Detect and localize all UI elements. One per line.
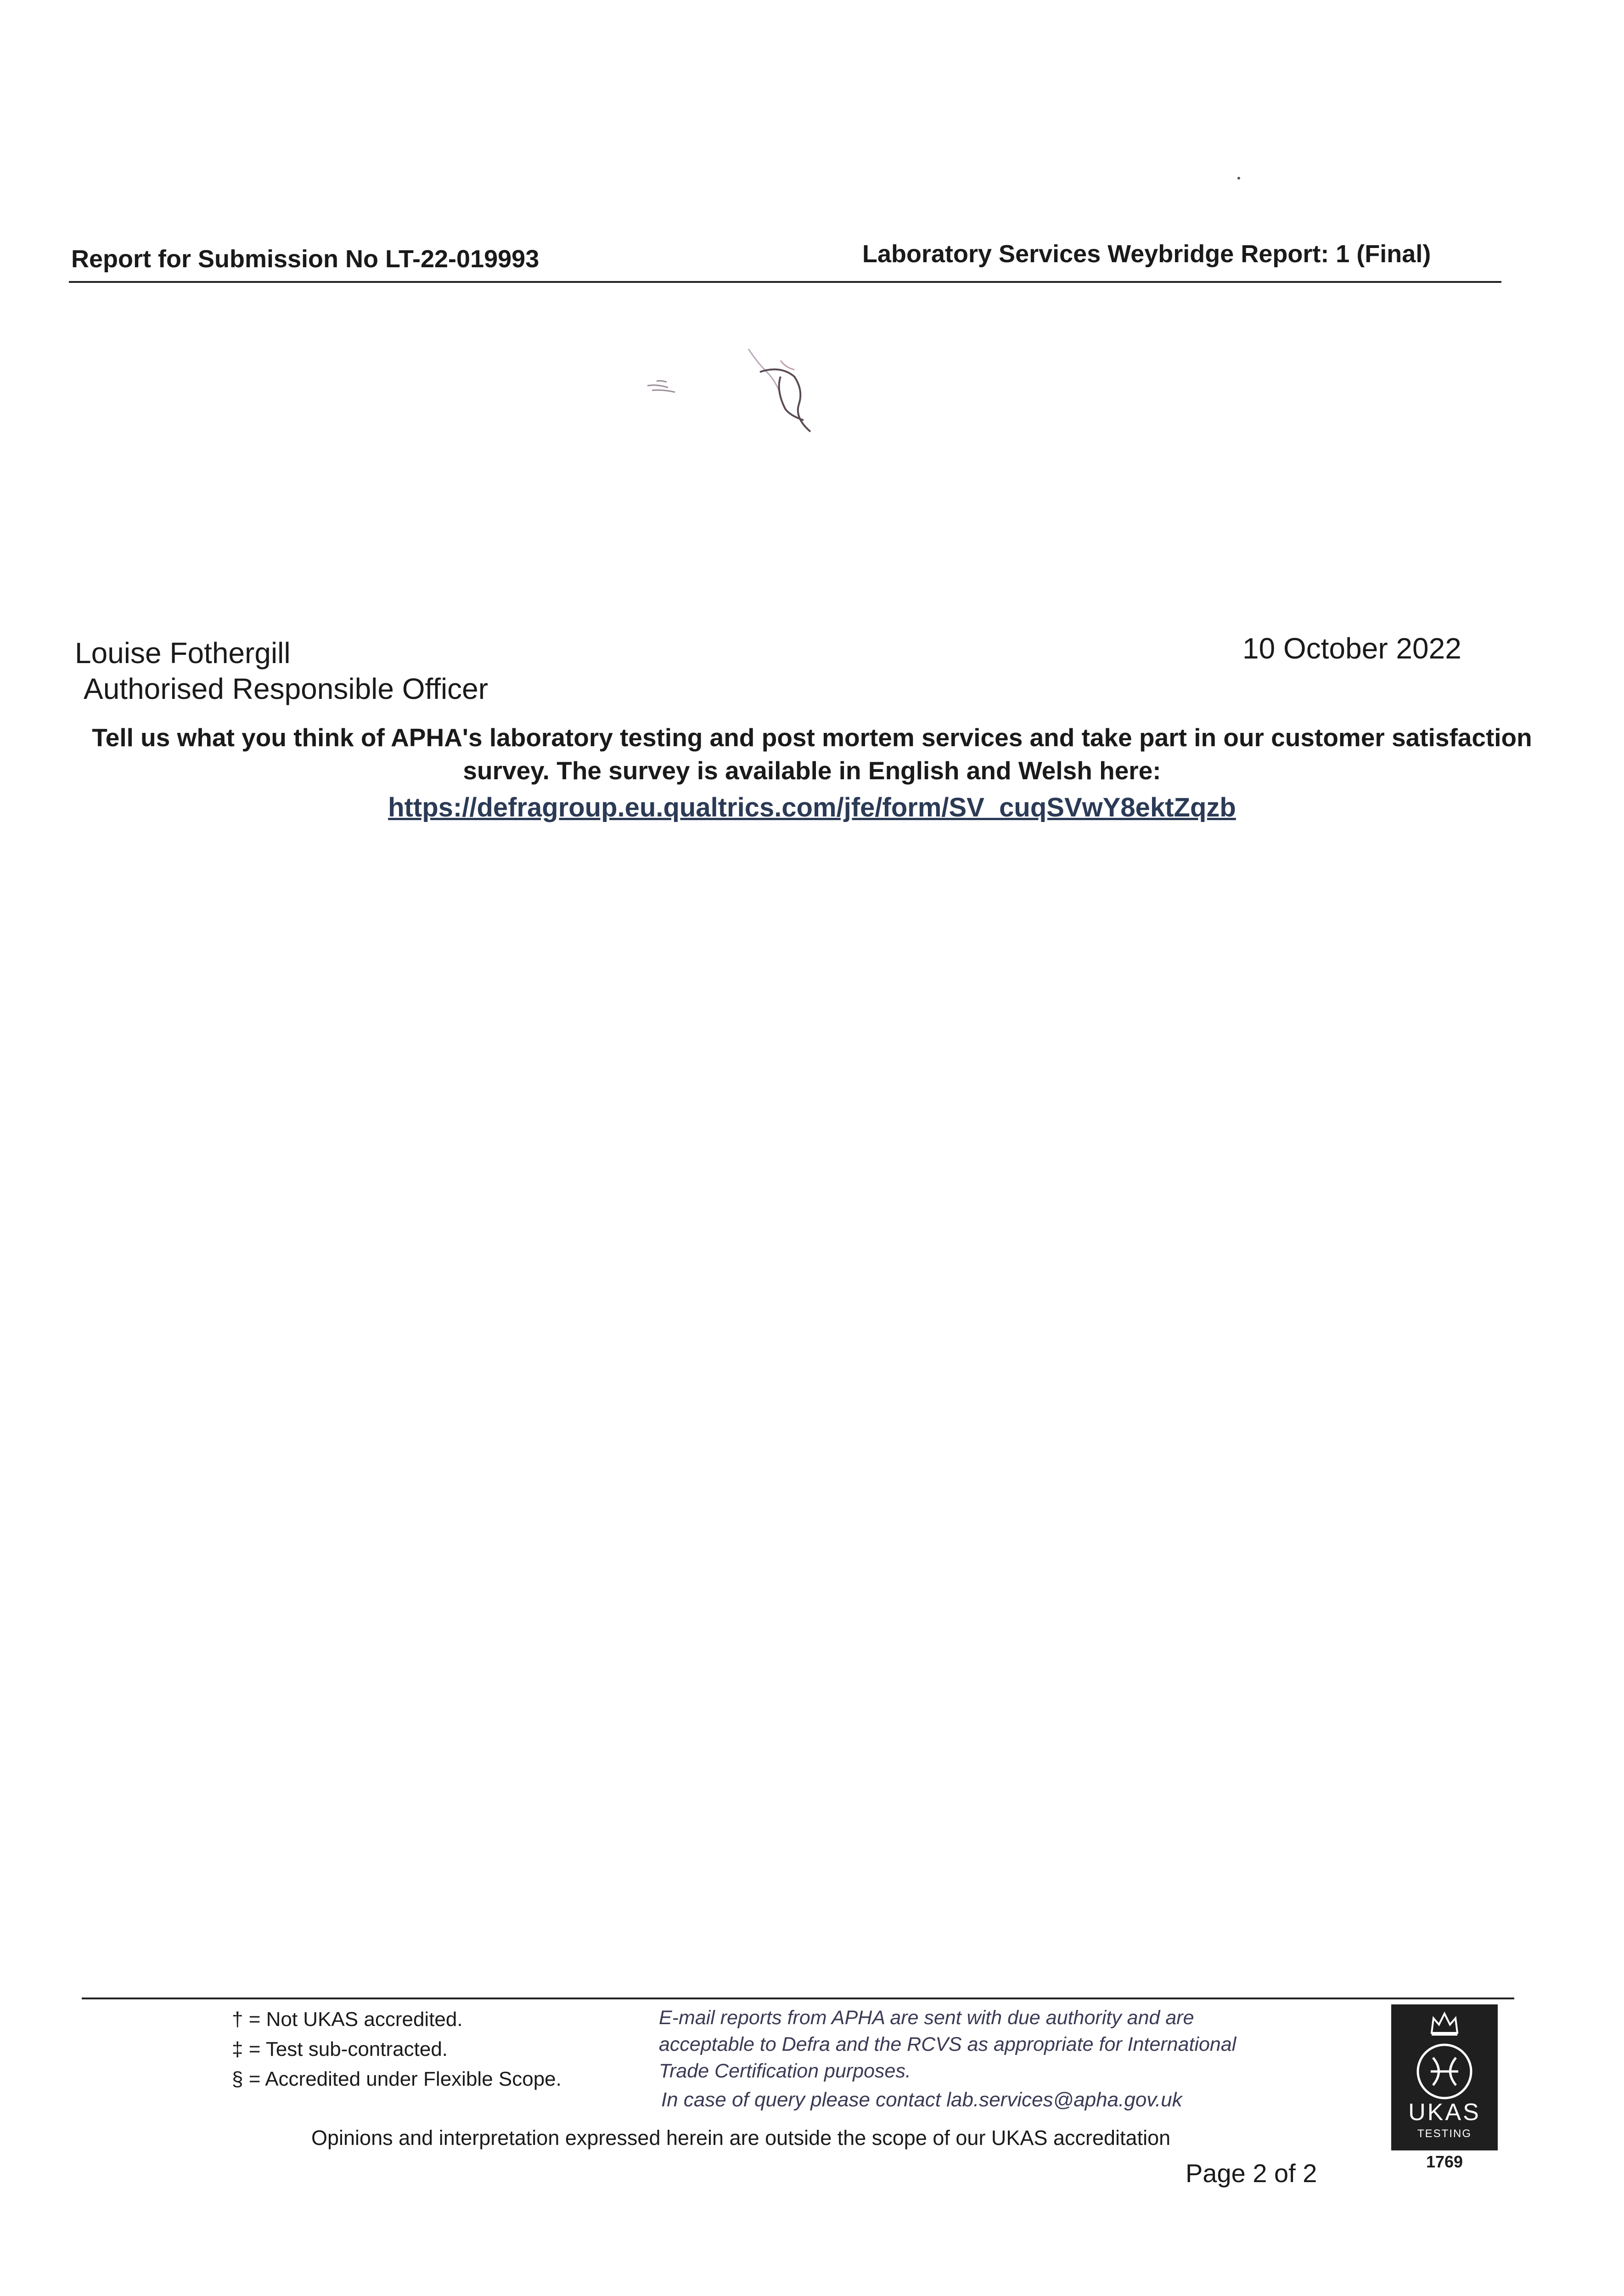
handwritten-signature bbox=[643, 340, 854, 445]
report-date: 10 October 2022 bbox=[1242, 632, 1461, 665]
email-note-line: E-mail reports from APHA are sent with due authority and are bbox=[659, 2007, 1194, 2029]
survey-link[interactable]: https://defragroup.eu.qualtrics.com/jfe/form/SV_cuqSVwY8ektZqzb bbox=[388, 793, 1236, 822]
ukas-emblem-icon bbox=[1412, 2039, 1477, 2104]
ukas-accreditation-number: 1769 bbox=[1426, 2152, 1463, 2171]
ukas-testing-label: TESTING bbox=[1417, 2127, 1472, 2140]
email-note-line: Trade Certification purposes. bbox=[659, 2060, 911, 2082]
page-number: Page 2 of 2 bbox=[1186, 2159, 1317, 2188]
header-divider bbox=[69, 281, 1501, 283]
signatory-title: Authorised Responsible Officer bbox=[84, 672, 489, 705]
email-authority-note bbox=[659, 2004, 1236, 2084]
crown-icon bbox=[1429, 2010, 1460, 2037]
accreditation-legend bbox=[232, 2004, 562, 2094]
query-contact-note: In case of query please contact lab.services@apha.gov.uk bbox=[661, 2088, 1182, 2111]
scan-speck bbox=[1237, 177, 1240, 180]
submission-number: Report for Submission No LT-22-019993 bbox=[71, 245, 539, 273]
legend-flexible-scope: § = Accredited under Flexible Scope. bbox=[232, 2068, 562, 2090]
signatory-name: Louise Fothergill bbox=[75, 636, 291, 670]
ukas-badge bbox=[1391, 2004, 1498, 2150]
report-title: Laboratory Services Weybridge Report: 1 (Final) bbox=[862, 240, 1431, 268]
ukas-wordmark: UKAS bbox=[1408, 2099, 1481, 2126]
email-note-line: acceptable to Defra and the RCVS as appropriate for International bbox=[659, 2033, 1236, 2055]
footer-divider bbox=[82, 1998, 1514, 1999]
survey-invitation: Tell us what you think of APHA's laboratory testing and post mortem services and take part in our customer satisfaction survey. The survey is available in English and Welsh here: bbox=[92, 723, 1532, 785]
opinions-disclaimer: Opinions and interpretation expressed herein are outside the scope of our UKAS accreditation bbox=[311, 2126, 1171, 2150]
legend-not-accredited: † = Not UKAS accredited. bbox=[232, 2008, 463, 2031]
legend-subcontracted: ‡ = Test sub-contracted. bbox=[232, 2038, 448, 2060]
